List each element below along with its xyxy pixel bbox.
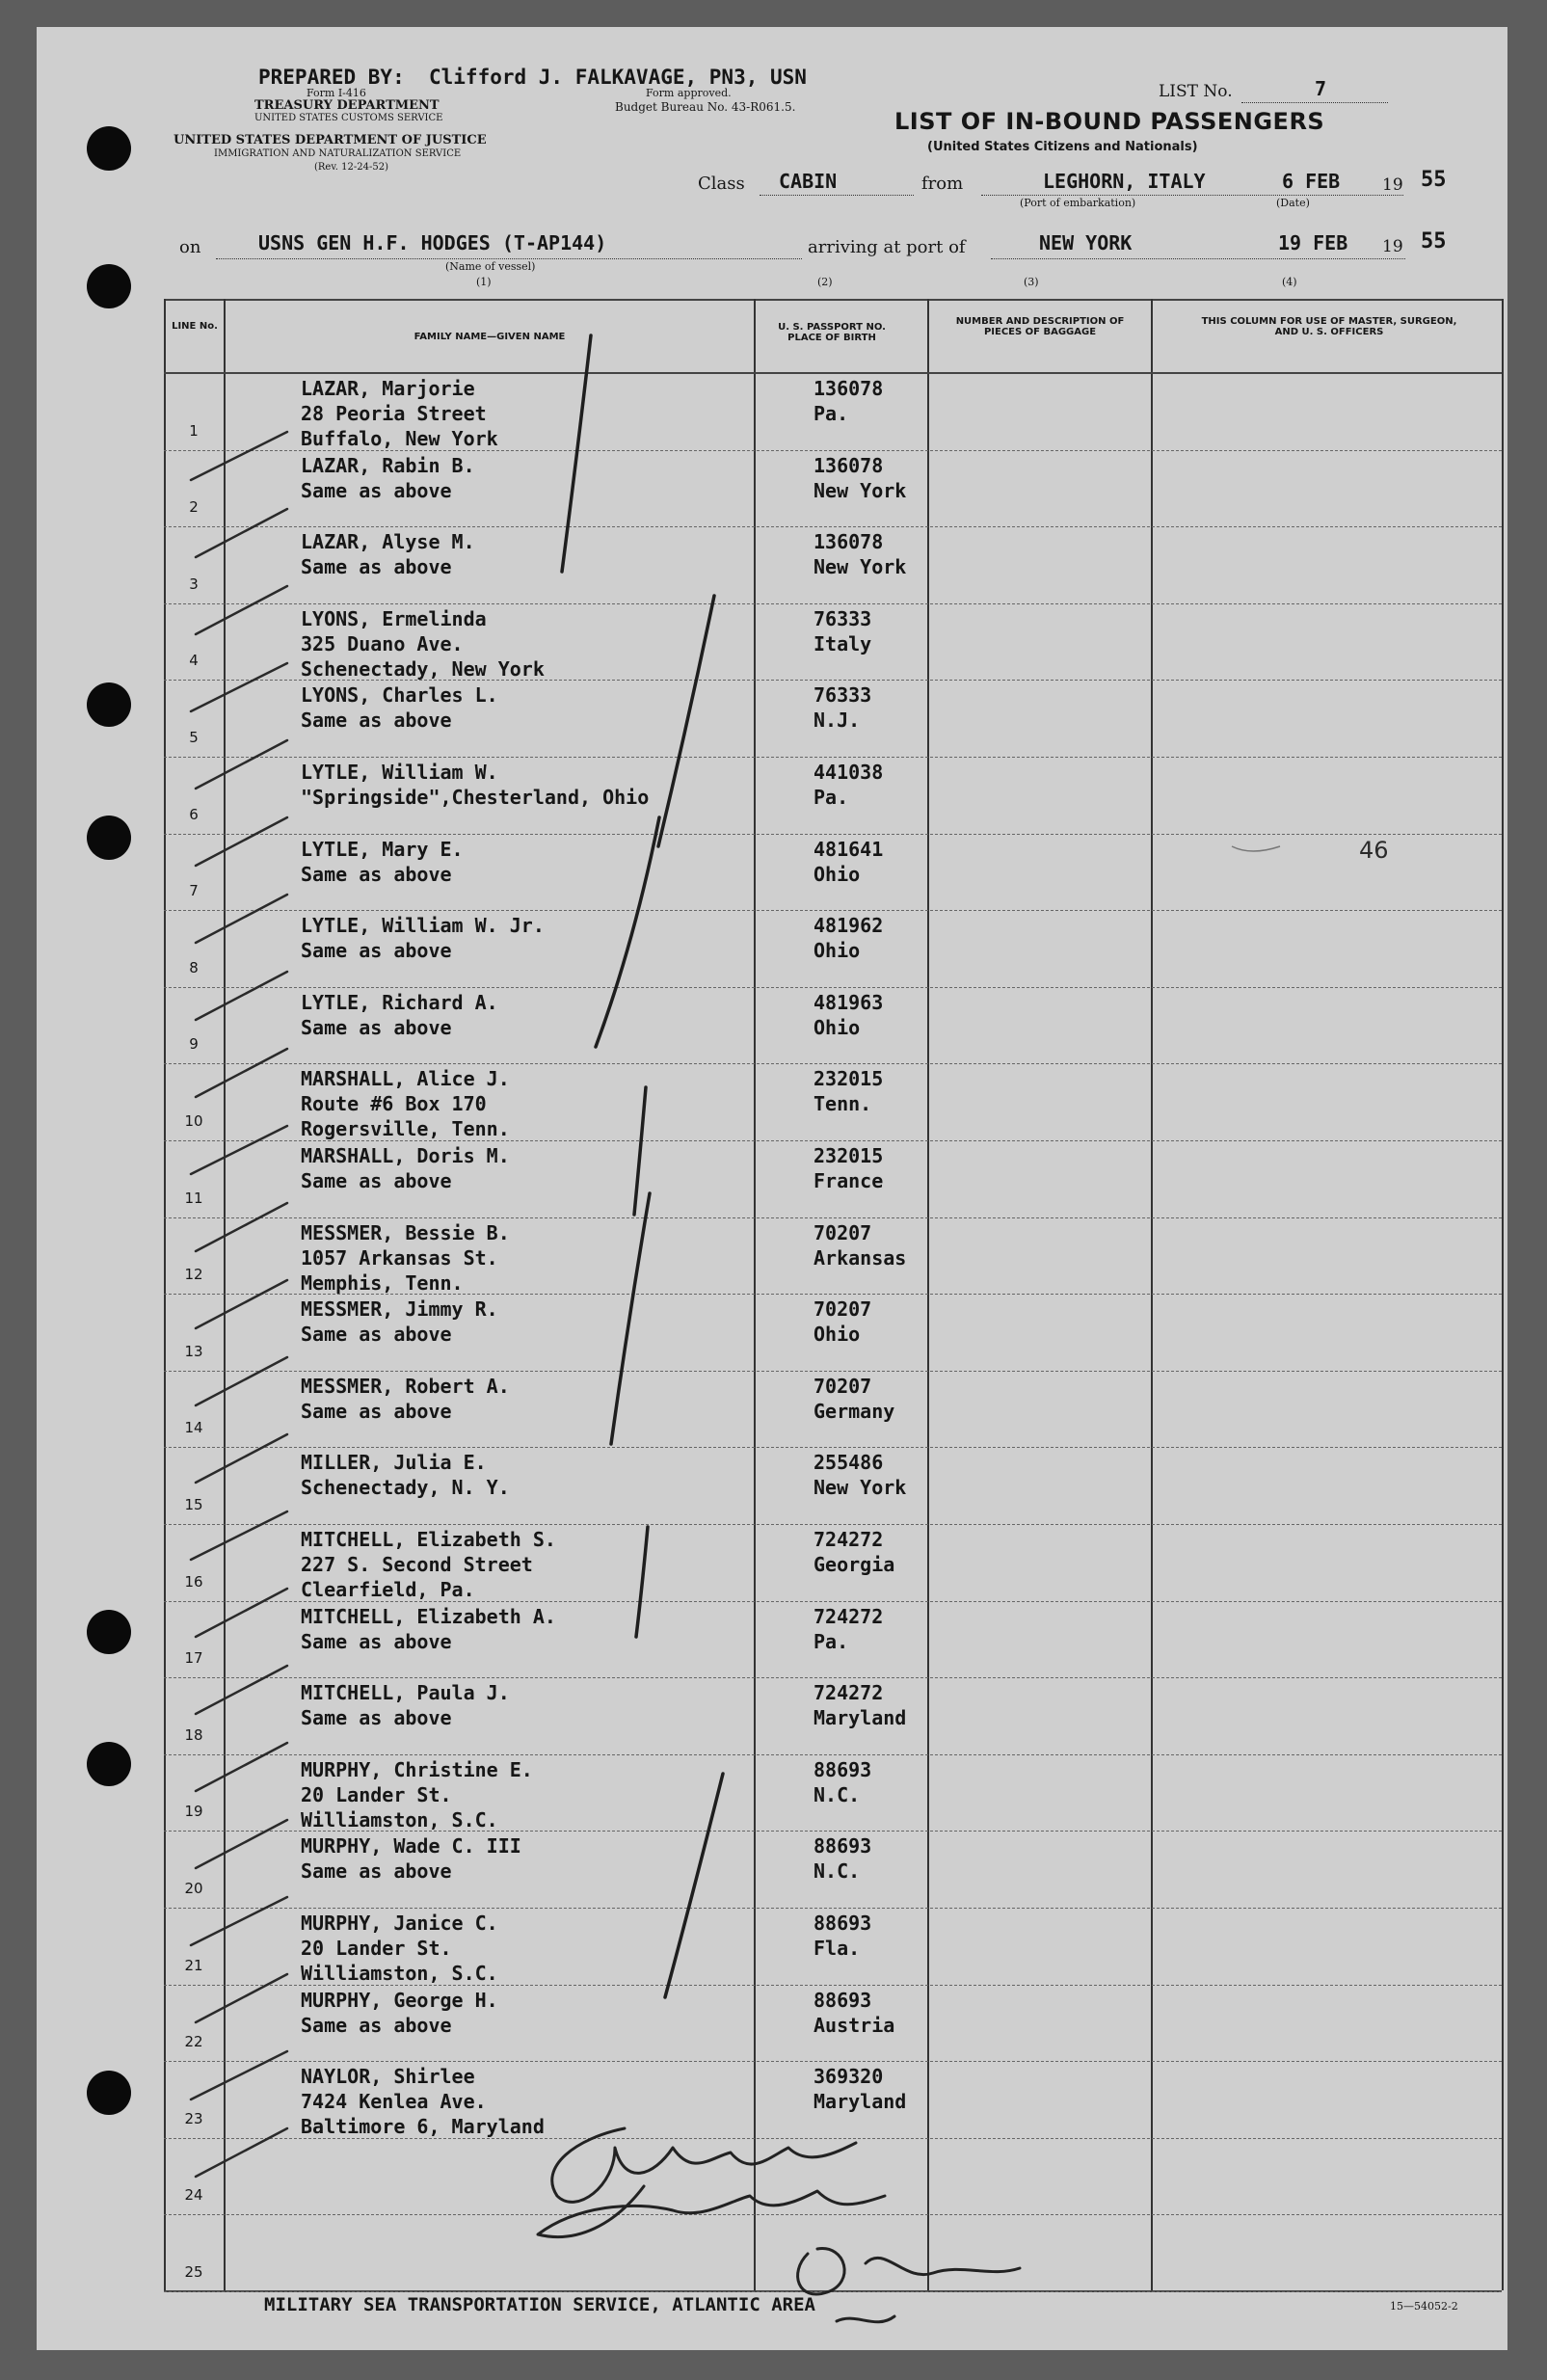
passenger-name-address: MURPHY, George H. Same as above <box>301 1988 498 2037</box>
handwritten-check-marks <box>37 27 1507 2350</box>
passenger-name-address: MURPHY, Janice C. 20 Lander St. Williamston, S.C. <box>301 1912 498 1985</box>
caption-3: (3) <box>1024 276 1039 288</box>
depart-year: 55 <box>1421 168 1447 192</box>
passport-birthplace: 232015 Tenn. <box>814 1067 884 1116</box>
form-number: Form I-416 <box>307 87 366 99</box>
line-number: 6 <box>189 805 199 823</box>
passenger-name-address: MURPHY, Christine E. 20 Lander St. Williamston, S.C. <box>301 1757 533 1832</box>
passenger-name-address: LYTLE, Mary E. Same as above <box>301 837 464 886</box>
passport-birthplace: 481641 Ohio <box>814 837 884 886</box>
on-label: on <box>179 237 201 257</box>
passenger-name-address: LYTLE, William W. "Springside",Chesterland, Ohio <box>301 761 650 809</box>
embark-port: LEGHORN, ITALY <box>1043 170 1206 193</box>
customs-service: UNITED STATES CUSTOMS SERVICE <box>254 113 443 123</box>
line-number: 4 <box>189 652 199 670</box>
arrival-year: 55 <box>1421 229 1447 254</box>
line-number: 22 <box>184 2033 203 2051</box>
revision: (Rev. 12-24-52) <box>314 162 389 173</box>
line-number: 23 <box>184 2109 203 2127</box>
footer-print-code: 15—54052-2 <box>1390 2300 1458 2313</box>
line-number: 18 <box>184 1725 203 1744</box>
justice-department: UNITED STATES DEPARTMENT OF JUSTICE <box>173 133 487 147</box>
passport-birthplace: 88693 N.C. <box>814 1757 872 1806</box>
passport-birthplace: 724272 Maryland <box>814 1681 907 1730</box>
passenger-name-address: NAYLOR, Shirlee 7424 Kenlea Ave. Baltimore 6, Maryland <box>301 2065 545 2139</box>
passenger-name-address: LYONS, Ermelinda 325 Duano Ave. Schenectady, New York <box>301 606 545 681</box>
passenger-name-address: LYTLE, William W. Jr. Same as above <box>301 914 545 963</box>
line-number: 20 <box>184 1879 203 1897</box>
list-no-label: LIST No. <box>1159 82 1233 101</box>
col-header-line-no: LINE No. <box>172 321 218 332</box>
class-value: CABIN <box>779 170 838 193</box>
passenger-name-address: MARSHALL, Doris M. Same as above <box>301 1144 510 1192</box>
form-subtitle: (United States Citizens and Nationals) <box>927 140 1198 154</box>
passenger-name-address: MITCHELL, Elizabeth A. Same as above <box>301 1604 556 1653</box>
line-number: 25 <box>184 2262 203 2281</box>
line-number: 21 <box>184 1956 203 1974</box>
treasury-department: TREASURY DEPARTMENT <box>254 98 440 113</box>
margin-note: 46 <box>1359 837 1389 864</box>
line-number: 16 <box>184 1572 203 1591</box>
ins-service: IMMIGRATION AND NATURALIZATION SERVICE <box>214 148 462 159</box>
arrival-day: 19 FEB <box>1278 231 1348 254</box>
caption-1: (1) <box>476 276 492 288</box>
passport-birthplace: 255486 New York <box>814 1451 907 1500</box>
passenger-name-address: MESSMER, Jimmy R. Same as above <box>301 1297 498 1347</box>
passport-birthplace: 88693 N.C. <box>814 1834 872 1884</box>
passenger-name-address: MITCHELL, Paula J. Same as above <box>301 1681 510 1730</box>
col-header-name: FAMILY NAME—GIVEN NAME <box>413 332 566 342</box>
col-header-baggage: NUMBER AND DESCRIPTION OF PIECES OF BAGGAGE <box>955 316 1125 337</box>
line-number: 8 <box>189 958 199 976</box>
list-no-value: 7 <box>1315 77 1327 100</box>
col-header-passport: U. S. PASSPORT NO. PLACE OF BIRTH <box>778 322 886 343</box>
passenger-name-address: LYONS, Charles L. Same as above <box>301 683 498 733</box>
passenger-name-address: MITCHELL, Elizabeth S. 227 S. Second Street Clearfield, Pa. <box>301 1528 556 1601</box>
from-label: from <box>921 174 964 194</box>
passport-birthplace: 70207 Arkansas <box>814 1220 907 1270</box>
passport-birthplace: 76333 Italy <box>814 606 872 655</box>
line-number: 12 <box>184 1266 203 1284</box>
line-number: 19 <box>184 1803 203 1821</box>
passport-birthplace: 88693 Austria <box>814 1988 895 2037</box>
arriving-label: arriving at port of <box>808 237 966 257</box>
port-caption: (Port of embarkation) <box>1020 197 1136 209</box>
form-approved: Form approved. <box>646 87 732 99</box>
line-number: 2 <box>189 498 199 517</box>
passenger-name-address: LAZAR, Alyse M. Same as above <box>301 530 475 579</box>
passport-birthplace: 70207 Ohio <box>814 1297 872 1347</box>
class-label: Class <box>698 174 745 194</box>
passport-birthplace: 136078 New York <box>814 530 907 579</box>
line-number: 9 <box>189 1035 199 1054</box>
passenger-name-address: MURPHY, Wade C. III Same as above <box>301 1834 521 1884</box>
budget-bureau: Budget Bureau No. 43-R061.5. <box>615 100 796 114</box>
year-prefix-2: 19 <box>1382 237 1403 256</box>
passenger-list-page <box>37 27 1507 2350</box>
line-number: 10 <box>184 1111 203 1130</box>
passport-birthplace: 232015 France <box>814 1144 884 1192</box>
passport-birthplace: 76333 N.J. <box>814 683 872 733</box>
caption-2: (2) <box>817 276 833 288</box>
depart-day: 6 FEB <box>1282 170 1341 193</box>
line-number: 24 <box>184 2186 203 2205</box>
caption-4: (4) <box>1282 276 1297 288</box>
vessel-caption: (Name of vessel) <box>445 260 536 273</box>
line-number: 7 <box>189 882 199 900</box>
line-number: 1 <box>189 421 199 440</box>
form-title: LIST OF IN-BOUND PASSENGERS <box>894 108 1325 135</box>
line-number: 5 <box>189 728 199 746</box>
line-number: 11 <box>184 1189 203 1207</box>
passenger-name-address: MESSMER, Robert A. Same as above <box>301 1374 510 1423</box>
passport-birthplace: 724272 Georgia <box>814 1528 895 1576</box>
passport-birthplace: 441038 Pa. <box>814 761 884 809</box>
date-caption: (Date) <box>1276 197 1310 209</box>
line-number: 13 <box>184 1342 203 1360</box>
col-header-officers: THIS COLUMN FOR USE OF MASTER, SURGEON, AND U. S. OFFICERS <box>1201 316 1457 337</box>
passenger-name-address: LYTLE, Richard A. Same as above <box>301 990 498 1039</box>
passenger-name-address: MESSMER, Bessie B. 1057 Arkansas St. Memphis, Tenn. <box>301 1220 510 1295</box>
line-number: 15 <box>184 1495 203 1513</box>
passport-birthplace: 70207 Germany <box>814 1374 895 1423</box>
passport-birthplace: 481963 Ohio <box>814 990 884 1039</box>
signature-scrawl <box>538 2128 1020 2322</box>
passenger-name-address: MILLER, Julia E. Schenectady, N. Y. <box>301 1451 510 1500</box>
prepared-by: PREPARED BY: Clifford J. FALKAVAGE, PN3, USN <box>258 66 807 89</box>
footer-service: MILITARY SEA TRANSPORTATION SERVICE, ATLANTIC AREA <box>264 2294 815 2315</box>
line-number: 14 <box>184 1419 203 1437</box>
passport-birthplace: 136078 Pa. <box>814 377 884 425</box>
arrival-port: NEW YORK <box>1039 231 1133 254</box>
passenger-name-address: MARSHALL, Alice J. Route #6 Box 170 Rogersville, Tenn. <box>301 1067 510 1141</box>
passenger-name-address: LAZAR, Rabin B. Same as above <box>301 453 475 502</box>
passport-birthplace: 724272 Pa. <box>814 1604 884 1653</box>
line-number: 3 <box>189 575 199 593</box>
passenger-name-address: LAZAR, Marjorie 28 Peoria Street Buffalo, New York <box>301 377 498 450</box>
line-number: 17 <box>184 1649 203 1668</box>
year-prefix: 19 <box>1382 175 1403 195</box>
passport-birthplace: 136078 New York <box>814 453 907 502</box>
passport-birthplace: 369320 Maryland <box>814 2065 907 2114</box>
passport-birthplace: 481962 Ohio <box>814 914 884 963</box>
vessel-name: USNS GEN H.F. HODGES (T-AP144) <box>258 231 607 254</box>
passport-birthplace: 88693 Fla. <box>814 1912 872 1960</box>
